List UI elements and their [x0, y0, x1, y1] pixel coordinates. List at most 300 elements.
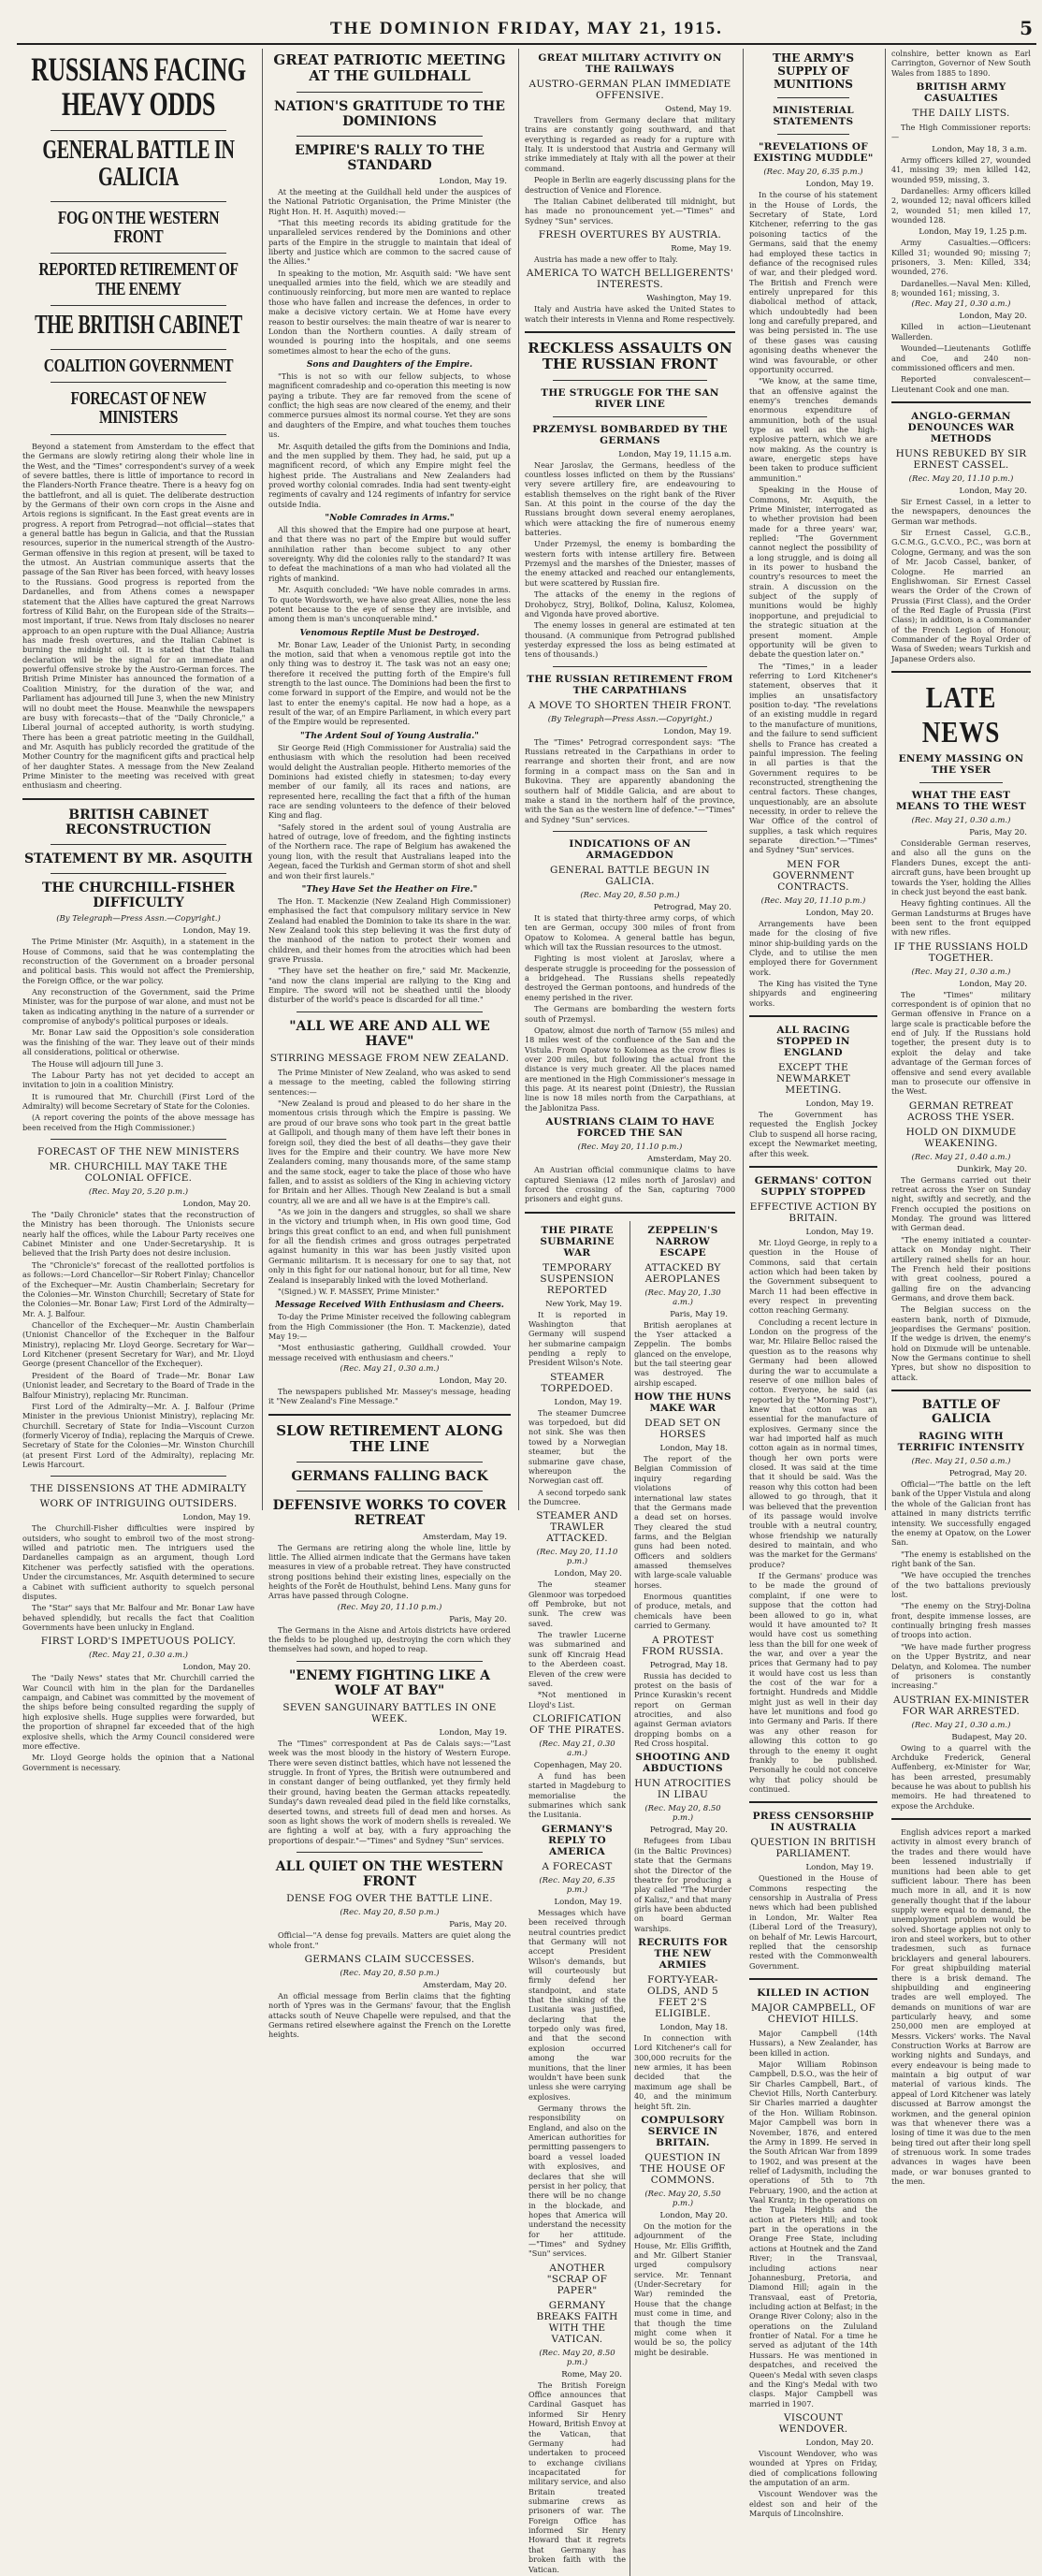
divider [749, 1978, 877, 1980]
article-paragraph: The Germans are retiring along the whole line, little by little. The Allied airmen indicate that the Germans have taken measures in view of a probable retreat. They have constructed strong positions behind their existing lines, especially on the heights of the Forêt de Houthulst, behind Lens. Many guns for Arras have passed through Cologne. [268, 1542, 511, 1601]
divider [51, 844, 226, 845]
headline-censorship: PRESS CENSORSHIP IN AUSTRALIA [752, 1811, 875, 1834]
article-paragraph: On the motion for the adjournment of the House, Mr. Ellis Griffith, and Mr. Gilbert Stanier urged compulsory service. Mr. Tennant (Under-Secretary for War) reminded the House that the change must come in time, and that though the time might come when it would be so, the policy might be desirable. [634, 2220, 731, 2357]
article-paragraph: "New Zealand is proud and pleased to do her share in the momentous crisis through which the Empire is passing. We are proud of our brave sons who took part in the great battle at Gallipoli, and though many of them have left their bones in foreign soil, they died the best of all deaths—they gave their lives for the Empire and their country. We have more New Zealanders coming, many thousands more, of the same stamp and the same stock, eager to take the place of those who have fallen, and to assist as soldiers of the King in achieving victory for Britain and her Allies. Though New Zealand is but a small country, all we are and all we have is at the Empire's call. [268, 1099, 511, 1205]
subheading: "Noble Comrades in Arms." [325, 514, 455, 524]
divider [297, 1462, 483, 1463]
received-line: (Rec. May 20, 11.10 p.m.) [337, 1602, 442, 1612]
dateline: Amsterdam, May 20. [423, 1980, 507, 1990]
dateline: Paris, May 20. [969, 828, 1027, 838]
article-paragraph: Mr. Lloyd George holds the opinion that a National Government is necessary. [22, 1753, 254, 1772]
divider [891, 1818, 1031, 1820]
article-paragraph: The "Times," in a leader referring to Lord Kitchener's statement, observes that it implies an unsatisfactory position to-day. "The revelations of an existing muddle in regard to the manufacture of munitions, and the failure to send sufficient shells to France has created a painful impression. The feeling in all parties is that the Government requires to be reconstructed, strengthening the central factors. These changes, unquestionably, are an absolute necessity, in order to relieve the War Office of the control of supplies, a task which requires separate direction."—"Times" and Sydney "Sun" services. [749, 661, 877, 855]
subheading: Message Received With Enthusiasm and Cheers. [275, 1301, 504, 1311]
page-number: 5 [1020, 17, 1033, 39]
dateline: Paris, May 19. [670, 1309, 728, 1319]
article-paragraph: "We have occupied the trenches of the two battalions previously lost. [891, 1570, 1031, 1600]
received-line: (Rec. May 20, 11.10 p.m.) [760, 895, 866, 906]
article-paragraph: Official—"A dense fog prevails. Matters are quiet along the whole front." [268, 1930, 511, 1950]
article-paragraph: Concluding a recent lecture in London on the progress of the war, Mr. Hilaire Belloc raised the question as to the reasons why Germany had been allowed during the war to accumulate a reserve of one million bales of cotton. Everyone, he said (as reported by the "Morning Post"), knew that cotton was an essential for the manufacture of explosives. Germany since the war had imported half as much cotton again as in normal times, though her own ports were closed. It was said at the time that it should be said. Was the reason why this cotton had been allowed to go through, that it was believed that the prevention of its passage would involve trouble with a neutral country, whose friendship we naturally desired to maintain, and who was the market for the Germans' produce? [749, 1317, 877, 1569]
headline-newmarket: EXCEPT THE NEWMARKET MEETING. [775, 1062, 851, 1097]
dateline: London, May 19. [805, 1227, 874, 1237]
article-paragraph: (A report covering the points of the above message has been received from the High Commissioner.) [22, 1113, 254, 1132]
subheading: "The Ardent Soul of Young Australia." [300, 731, 479, 741]
dateline: London, May 20. [182, 1200, 251, 1210]
article-paragraph: The Prime Minister (Mr. Asquith), in a statement in the House of Commons, said that he was contemplating the reconstruction of the Government on a broader personal and political basis. This would not affect the Premiership, the Foreign Office, or the war policy. [22, 937, 254, 985]
dateline: London, May 19. [182, 1513, 251, 1523]
dateline: London, May 19, 1.25 p.m. [919, 227, 1027, 238]
headline-libau: HUN ATROCITIES IN LIBAU [634, 1778, 731, 1801]
headline-racing: ALL RACING STOPPED IN ENGLAND [776, 1025, 850, 1059]
dateline: Paris, May 20. [449, 1920, 507, 1930]
article-paragraph: The Belgian success on the eastern bank, north of Dixmude, jeopardises the Germans' position. If the wedge is driven, the enemy's hold on Dixmude will be untenable. Now the Germans continue to shell Ypres, but show no disposition to attack. [891, 1304, 1031, 1382]
dateline: Petrograd, May 18. [649, 1660, 728, 1670]
headline-general-battle: GENERAL BATTLE IN GALICIA [42, 136, 235, 192]
headline-armageddon: INDICATIONS OF AN ARMAGEDDON [569, 837, 691, 861]
dateline: London, May 20. [805, 908, 874, 918]
headline-defensive: DEFENSIVE WORKS TO COVER RETREAT [272, 1498, 507, 1529]
article-paragraph: Mr. Asquith detailed the gifts from the Dominions and India, and the men supplied by them. They had, he said, put up a magnificent record, of which any Empire might feel the highest pride. The Australians and New Zealanders had proved worthy colonial comrades. India had sent twenty-eight regiments of cavalry and 124 regiments of infantry for service outside India. [268, 441, 511, 509]
headline-gratitude: NATION'S GRATITUDE TO THE DOMINIONS [274, 98, 505, 129]
dateline: Amsterdam, May 19. [423, 1532, 507, 1542]
article-paragraph: An Austrian official communique claims to have captured Sieniawa (12 miles north of Jaroslav) and forced the crossing of the San, capturing 7000 prisoners and eight guns. [525, 1165, 735, 1204]
article-paragraph: President of the Board of Trade—Mr. Bonar Law (Unionist leader, and Secretary to the Board of Trade in the Balfour Ministry), replacing Mr. Runciman. [22, 1370, 254, 1400]
headline-daily-lists: THE DAILY LISTS. [912, 108, 1010, 120]
headline-coalition: COALITION GOVERNMENT [43, 355, 234, 376]
dateline: London, May 19. [182, 926, 251, 937]
article-paragraph: The "Times" Petrograd correspondent says: "The Russians retreated in the Carpathians in order to rearrange and shorten their front, and are now forming in a compact mass on the San and in Bukovina. They are apparently abandoning the southern half of Middle Galicia, and are about to make a stand in the northern half of the province, with the San as the western line of defence."—"Times" and Sydney "Sun" services. [525, 736, 735, 824]
article-paragraph: Major Campbell (14th Hussars), a New Zealander, has been killed in action. [749, 2028, 877, 2058]
dateline: Petrograd, May 20. [948, 1469, 1027, 1479]
received-line: (Rec. May 21, 0.30 a.m.) [911, 816, 1011, 826]
divider [51, 382, 226, 383]
headline-pirate: THE PIRATE SUBMARINE WAR [540, 1224, 615, 1259]
received-line: (Rec. May 20, 11.10 p.m.) [536, 1548, 618, 1567]
article-paragraph: Sir George Reid (High Commissioner for Australia) said the enthusiasm with which the resolution had been received would delight the Australian people. Hitherto memories of the Dominions had existed chiefly in statesmen; to-day every member of our family, all its races and nations, are represented here, recalling the fact that a fifth of the human race are sending volunteers to the defence of their beloved King and flag. [268, 742, 511, 821]
received-line: (Rec. May 20, 6.35 p.m.) [539, 1875, 615, 1895]
article-paragraph: At the meeting at the Guildhall held under the auspices of the National Patriotic Organisation, the Prime Minister (the Right Hon. H. H. Asquith) moved:— [268, 186, 511, 216]
headline-british-cabinet: THE BRITISH CABINET [35, 311, 242, 341]
divider [297, 92, 483, 93]
article-paragraph: Enormous quantities of produce, metals, and chemicals have been carried to Germany. [634, 1592, 731, 1631]
article-paragraph: To-day the Prime Minister received the following cablegram from the High Commissioner (the Hon. T. Mackenzie), dated May 19:— [268, 1312, 511, 1341]
dateline: Petrograd, May 20. [649, 1826, 728, 1836]
headline-huns-rebuked: HUNS REBUKED BY SIR ERNEST CASSEL. [895, 447, 1027, 471]
headline-east-means-west: WHAT THE EAST MEANS TO THE WEST [896, 790, 1026, 813]
headline-question-house: QUESTION IN THE HOUSE OF COMMONS. [640, 2151, 726, 2186]
divider [553, 831, 707, 832]
divider [777, 134, 849, 135]
article-paragraph: colnshire, better known as Earl Carrington, Governor of New South Wales from 1885 to 1890. [891, 49, 1031, 78]
dateline: London, May 18, 3 a.m. [932, 144, 1027, 154]
article-paragraph: Opatow, almost due north of Tarnow (55 miles) and 18 miles west of the confluence of the San and the Vistula. From Opatow to Kolomea as the crow flies is over 200 miles, but following the actual front the distance is very much greater. All the places named are mentioned in the High Commissioner's message in this page. At its nearest point (Dniestr), the Russian line is now 18 miles north from the Carpathians, at the Jablonitza Pass. [525, 1025, 735, 1113]
article-paragraph: The newspapers published Mr. Massey's message, heading it "New Zealand's Fine Message." [268, 1387, 511, 1406]
headline-stirring-message: STIRRING MESSAGE FROM NEW ZEALAND. [269, 1053, 510, 1065]
divider [51, 130, 226, 131]
article-paragraph: In the course of his statement in the House of Lords, the Secretary of State, Lord Kitchener, referring to the gas poisoning tactics of the Germans, said that the enemy had employed these tactics in defiance of the recognised rules of war, and their pledged word. The British and French were entirely unprepared for this diabolical method of attack, which undoubtedly had been long and carefully prepared, and was being persisted in. The use of these gases was causing agonising deaths whenever the wind was favourable, or other opportunity occurred. [749, 190, 877, 374]
dateline: London, May 20. [182, 1663, 251, 1673]
headline-raging: RAGING WITH TERRIFIC INTENSITY [897, 1431, 1025, 1454]
divider [525, 331, 735, 333]
received-line: (Rec. May 21, 0.30 a.m.) [911, 967, 1011, 977]
article-paragraph: Fighting is most violent at Jaroslav, where a desperate struggle is proceeding for the possession of a bridgehead. The Russians shells repeatedly destroyed the German pontoons, and hundreds of the enemy perished in the river. [525, 953, 735, 1002]
headline-shooting: SHOOTING AND ABDUCTIONS [635, 1752, 731, 1775]
headline-russians: RUSSIANS FACING HEAVY ODDS [31, 51, 246, 123]
article-paragraph: Official—"The battle on the left bank of the Upper Vistula and along the whole of the Galician front has attained in many districts terrific intensity. We successfully engaged the enemy at Opatow, on the Lower San. [891, 1479, 1031, 1548]
dateline: Dunkirk, May 20. [956, 1164, 1027, 1174]
article-paragraph: The "Times" military correspondent is of opinion that no German offensive in France on a large scale is practicable before the end of July. If the Russians hold together, the present duty is to exploit the delay and take advantage of the German forces of offensive and send every available man to prosecute our offensive in the West. [891, 989, 1031, 1097]
divider [749, 1166, 877, 1168]
article-paragraph: Mr. Asquith concluded: "We have noble comrades in arms. To quote Wordsworth, we have also great Allies, none the less potent because to the eye of sense they are invisible, and among them is man's unconquerable mind." [268, 585, 511, 624]
dateline: London, May 20. [959, 312, 1027, 322]
intro-paragraph: Beyond a statement from Amsterdam to the effect that the Germans are slowly retiring along their whole line in the West, and the "Times" correspondent's survey of a week of severe battles, there is little of importance to record in the Flanders-North France theatre. There is a heavy fog on the battlefront, and all is quiet. The deliberate destruction by the Germans of their own corn crops in the Aisne and Artois regions is significant. In the East great events are in progress. A report from Petrograd—not official—states that a general battle has begun in Galicia, and that the Russian resources, superior in the numerical strength of the Austro-German offensive in this region at present, will be taxed to the utmost. An Austrian communique asserts that the passage of the San River has been forced, with heavy losses to the Russians. Good progress is reported from the Dardanelles, and from Athens comes a newspaper statement that the Allies have captured the great Narrows fortress of Kilid Bahr, on the European side of the Straits—most important, if true. News from Italy discloses no nearer approach to an open rupture with the Dual Alliance; Austria has made fresh overtures, and the Italian Cabinet is burning the midnight oil. It is stated that the Italian declaration will be the signal for an immediate and powerful offensive stroke by the Austro-German forces. The British Prime Minister has announced the formation of a Coalition Ministry, for the duration of the war, and Parliament has adjourned till June 3, when the new Ministry will no doubt meet the House. Meanwhile the newspapers are busy with forecasts—that of the "Daily Chronicle," a Liberal journal of accepted authority, is worth studying. There has been a great patriotic meeting in the Guildhall, and Mr. Asquith has publicly recorded the gratitude of the Mother Country for the magnificent gifts and practical help of her daughter States. A message from the New Zealand Prime Minister to the meeting was received with great enthusiasm and cheering. [22, 441, 254, 791]
dateline: London, May 20. [959, 979, 1027, 989]
dateline: Rome, May 20. [561, 2369, 622, 2380]
article-paragraph: Viscount Wendover was the eldest son and heir of the Marquis of Lincolnshire. [749, 2489, 877, 2519]
article-paragraph: First Lord of the Admiralty—Mr. A. J. Balfour (Prime Minister in the previous Unionist Ministry), replacing Mr. Churchill. Secretary of State for India—Viscount Curzon (formerly Viceroy of India), replacing the Marquis of Crewe. Secretary of State for the Colonies—Mr. Winston Churchill (at present First Lord of the Admiralty), replacing Mr. Lewis Harcourt. [22, 1401, 254, 1470]
dateline: Rome, May 19. [671, 243, 731, 254]
headline-churchill-fisher: THE CHURCHILL-FISHER DIFFICULTY [42, 880, 235, 911]
headline-railways: GREAT MILITARY ACTIVITY ON THE RAILWAYS [538, 52, 722, 75]
headline-falling-back: GERMANS FALLING BACK [291, 1469, 488, 1485]
article-paragraph: In connection with Lord Kitchener's call for 300,000 recruits for the new armies, it has been decided that the maximum age shall be 40, and the minimum height 5ft. 2in. [634, 2033, 731, 2111]
article-paragraph: Sir Ernest Cassel, G.C.B., G.C.M.G., G.C.V.O., P.C., was born at Cologne, Germany, and was the son of Mr. Jacob Cassel, banker, of Cologne. He married an Englishwoman. Sir Ernest Cassel wears the Order of the Crown of Prussia (First Class), and the Order of the Red Eagle of Prussia (First Class); in addition, is a Commander of the French Legion of Honour, Commander of the Royal Order of Wasa of Sweden; wears Turkish and Japanese Orders also. [891, 528, 1031, 663]
divider [51, 305, 226, 306]
headline-forty: FORTY-YEAR-OLDS, AND 5 FEET 2'S ELIGIBLE. [646, 1974, 718, 2020]
divider [297, 1661, 483, 1662]
received-line: (Rec. May 21, 0.30 a.m.) [340, 1364, 440, 1375]
article-paragraph: Refugees from Libau (in the Baltic Provinces) state that the Germans shot the Director of the theatre for producing a play called "The Murder of Kalisz," and that many girls have been abducted on board German warships. [634, 1836, 731, 1933]
headline-carpathians: THE RUSSIAN RETIREMENT FROM THE CARPATHIANS [527, 673, 733, 696]
divider [919, 782, 1003, 783]
headline-reckless-assaults: RECKLESS ASSAULTS ON THE RUSSIAN FRONT [528, 340, 732, 373]
dateline: Paris, May 20. [449, 1614, 507, 1624]
article-paragraph: "That this meeting records its abiding gratitude for the unparalleled services rendered by the Dominions and other parts of the Empire in the struggle to maintain that ideal of liberty and justice which are common to the sacred cause of the Allies." [268, 217, 511, 267]
article-paragraph: Army officers killed 27, wounded 41, missing 39; men killed 142, wounded 959, missing, 3. [891, 154, 1031, 184]
headline-ministerial: MINISTERIAL STATEMENTS [773, 105, 854, 128]
headline-recruits: RECRUITS FOR THE NEW ARMIES [638, 1937, 728, 1972]
divider [297, 1852, 483, 1853]
article-paragraph: Italy and Austria have asked the United States to watch their interests in Vienna and Rome respectively. [525, 304, 735, 324]
headline-forecast: FORECAST OF NEW MINISTERS [70, 388, 207, 429]
received-line: (Rec. May 21, 0.30 a.m.) [89, 1651, 188, 1661]
article-paragraph: The Germans are bombarding the western forts south of Przemysl. [525, 1004, 735, 1024]
subheading: Sons and Daughters of the Empire. [306, 359, 473, 370]
article-paragraph: Dardanelles.—Naval Men: Killed, 8; wounded 161; missing, 3. [891, 278, 1031, 298]
headline-battle-begun: GENERAL BATTLE BEGUN IN GALICIA. [550, 864, 710, 887]
headline-seven-battles: SEVEN SANGUINARY BATTLES IN ONE WEEK. [282, 1702, 497, 1725]
article-paragraph: The Germans carried out their retreat across the Yser on Sunday night, swiftly and secretly, and the French occupied the positions on Monday. The ground was littered with German dead. [891, 1174, 1031, 1233]
received-line: (Rec. May 20, 5.50 p.m.) [644, 2189, 721, 2208]
dateline: London, May 20. [659, 2210, 728, 2220]
subheading: "They Have Set the Heather on Fire." [301, 884, 478, 895]
article-paragraph: Austria has made a new offer to Italy. [534, 254, 678, 264]
article-paragraph: "As we join in the dangers and struggles, so shall we share in the victory and triumph when, in His own good time, God brings this great conflict to an end, and when full punishment for all the fiendish crimes and gross outrages perpetrated against humanity in this war has been justly visited upon Germanic militarism. It is necessary for one to say that, not only in this fight for our national honour, but for all time, New Zealand is inseparably linked with the loved Motherland. [268, 1207, 511, 1285]
headline-major-campbell: MAJOR CAMPBELL, OF CHEVIOT HILLS. [750, 2001, 876, 2025]
article-paragraph: The trawler Lucerne was submarined and sunk off Kincraig Head to the Aberdeen coast. Eleven of the crew were saved. [528, 1630, 626, 1688]
received-line: (Rec. May 20, 5.20 p.m.) [88, 1187, 189, 1198]
column-4 [743, 49, 883, 2519]
headline-reported-retirement: REPORTED RETIREMENT OF THE ENEMY [38, 259, 239, 299]
divider [891, 671, 1031, 673]
received-line: (Rec. May 20, 8.50 p.m.) [340, 1968, 440, 1978]
received-line: (Rec. May 20, 8.50 p.m.) [340, 1908, 440, 1918]
article-paragraph: English advices report a marked activity in almost every branch of the trades and there would have been lessened industrially if munitions had been able to get sufficient labour. There has been much more in all, and it is now generally thought that if the labour supply were equal to demand, the unemployment problem would be solved. Shortage applies not only to iron and steel workers, but to other tradesmen, such as furnace bricklayers and general labourers. For great shipbuilding material there is a brisk demand. The shipbuilding and engineering trades are well employed. The demands on munitions of war are particularly heavy, and some 250,000 men are employed at Messrs. Vickers' works. The Naval Construction Works at Barrow are working nights and Sundays, and every endeavour is being made to maintain a big output of war material of various kinds. The appeal of Lord Kitchener was lately discussed at Barrow amongst the workmen, and the general opinion was that whenever there was a losing of time it was due to the men being tired out after their long spell of strenuous work. In some trades advances in wages have been made, or war bonuses granted to the men. [891, 1827, 1031, 2187]
headline-dead-set: DEAD SET ON HORSES [644, 1418, 721, 1441]
subheading: Venomous Reptile Must be Destroyed. [299, 628, 480, 638]
article-paragraph: It is reported in Washington that Germany will suspend her submarine campaign pending a reply to President Wilson's Note. [528, 1309, 626, 1368]
dateline: London, May 19. [663, 726, 731, 736]
article-paragraph: People in Berlin are eagerly discussing plans for the destruction of Venice and Florence. [525, 175, 735, 195]
headline-przemysl: PRZEMYSL BOMBARDED BY THE GERMANS [532, 423, 728, 446]
headline-all-quiet: ALL QUIET ON THE WESTERN FRONT [275, 1858, 504, 1890]
sub-column-left [525, 1221, 630, 2576]
article-paragraph: The King has visited the Tyne shipyards and engineering works. [749, 978, 877, 1008]
headline-america-watch: AMERICA TO WATCH BELLIGERENTS' INTERESTS. [526, 268, 734, 291]
article-paragraph: The "Star" says that Mr. Balfour and Mr. Bonar Law have behaved splendidly, but recalls the fact that Coalition Governments have been unlucky in England. [22, 1603, 254, 1632]
divider [51, 434, 226, 435]
headline-fog: FOG ON THE WESTERN FRONT [57, 207, 220, 247]
headline-men-contracts: MEN FOR GOVERNMENT CONTRACTS. [773, 858, 854, 893]
headline-late-news: LATE NEWS [921, 680, 1001, 750]
headline-german-retreat: GERMAN RETREAT ACROSS THE YSER. [907, 1099, 1015, 1123]
headline-a-forecast: A FORECAST [542, 1860, 613, 1872]
dateline: London, May 19, 11.15 a.m. [618, 449, 731, 459]
headline-zeppelin: ZEPPELIN'S NARROW ESCAPE [647, 1224, 718, 1259]
headline-rally: EMPIRE'S RALLY TO THE STANDARD [295, 142, 485, 173]
headline-forecast-ministers: FORECAST OF THE NEW MINISTERS [37, 1146, 239, 1158]
headline-aeroplanes: ATTACKED BY AEROPLANES [644, 1261, 721, 1285]
article-paragraph: Under Przemysl, the enemy is bombarding the western forts with intense artillery fire. Between Przemysl and the marshes of the Dniester, masses of the enemy attacked and reached our entanglements, but were scattered by Russian fire. [525, 539, 735, 588]
received-line: (Rec. May 20, 11.10 p.m.) [577, 1142, 683, 1153]
dateline: London, May 20. [439, 1376, 507, 1387]
dateline: Budapest, May 20. [951, 1732, 1027, 1742]
credit-line: (By Telegraph—Press Assn.—Copyright.) [56, 914, 221, 924]
headline-enemy-massing: ENEMY MASSING ON THE YSER [898, 753, 1024, 777]
headline-forced-san: AUSTRIANS CLAIM TO HAVE FORCED THE SAN [545, 1116, 715, 1140]
article-paragraph: The Hon. T. Mackenzie (New Zealand High Commissioner) emphasised the fact that compulsory military service in New Zealand had enabled the Dominion to take its share in the war. New Zealand took this step believing it was the first duty of the manhood of the nation to protect their women and children, and their homes from the atrocities which had been grave Prussia. [268, 895, 512, 965]
headline-guildhall: GREAT PATRIOTIC MEETING AT THE GUILDHALL [273, 51, 506, 85]
headline-trawler: STEAMER AND TRAWLER ATTACKED. [536, 1510, 618, 1545]
divider [51, 1476, 226, 1477]
dateline: London, May 19. [554, 1397, 622, 1407]
headline-clarification: CLORIFICATION OF THE PIRATES. [529, 1713, 625, 1736]
dateline: Amsterdam, May 20. [647, 1155, 731, 1165]
article-paragraph: It is rumoured that Mr. Churchill (First Lord of the Admiralty) will become Secretary of State for the Colonies. [22, 1091, 254, 1111]
received-line: (Rec. May 20, 8.50 p.m.) [539, 2348, 615, 2367]
headline-scrap-of-paper: ANOTHER "SCRAP OF PAPER" [546, 2262, 608, 2296]
article-paragraph: The report of the Belgian Commission of inquiry regarding violations of international law states that the Germans made a dead set on horses. They cleared the stud farms, and the Belgian guns had been noted. Officers and soldiers amassed themselves with large-scale valuable horses. [634, 1454, 731, 1590]
article-paragraph: The attacks of the enemy in the regions of Drohobycz, Stryj, Bolikof, Dolina, Kalusz, Kolomea, and Vigonda have proved abortive. [525, 589, 735, 619]
headline-wendover: VISCOUNT WENDOVER. [778, 2411, 848, 2435]
two-column-block [525, 1221, 735, 2576]
headline-effective-action: EFFECTIVE ACTION BY BRITAIN. [749, 1201, 877, 1224]
dateline: Copenhagen, May 20. [533, 1761, 622, 1770]
article-paragraph: Reported convalescent—Lieutenant Cook and one man. [891, 374, 1031, 394]
divider [749, 1801, 877, 1803]
dateline: London, May 19. [554, 1897, 622, 1907]
article-paragraph: Russia has decided to protest on the basis of Prince Kuraskin's recent report on German atrocities, and also against German aviators dropping bombs on a Red Cross hospital. [634, 1670, 731, 1749]
article-paragraph: Army Casualties.—Officers: Killed 31; wounded 90; missing 7; prisoners, 3. Men: Killed, 334; wounded, 276. [891, 238, 1031, 277]
dateline: London, May 19. [439, 176, 507, 186]
headline-intriguing: WORK OF INTRIGUING OUTSIDERS. [39, 1498, 238, 1510]
headline-impetuous: FIRST LORD'S IMPETUOUS POLICY. [40, 1636, 237, 1648]
article-paragraph: Killed in action—Lieutenant Wallerden. [891, 322, 1031, 342]
divider [297, 1011, 483, 1012]
article-paragraph: "They have set the heather on fire," said Mr. Mackenzie, "and now the clans imperial are rallying to the King and Empire. The sword will not be sheathed until the bloody disturber of the world's peace is discarded for all time." [268, 966, 511, 1005]
headline-wolf: "ENEMY FIGHTING LIKE A WOLF AT BAY" [288, 1667, 491, 1698]
headline-huns-war: HOW THE HUNS MAKE WAR [634, 1391, 731, 1415]
article-paragraph: Major William Robinson Campbell, D.S.O., was the heir of Sir Charles Campbell, Bart., of Cheviot Hills, North Canterbury. Sir Charles married a daughter of the Hon. William Robinson. Major Campbell was born in November, 1876, and entered the Army in 1899. He served in the South African War from 1899 to 1902, and was present at the relief of Ladysmith, including the operations of 5th to 7th February, 1900, and the action at Vaal Krantz; in the operations on the Tugela Heights and the action at Pieters Hill; and took part in the operations in the Orange Free State, including actions at Houtnek and the Zand River; in the Transvaal, including actions near Johannesburg, Pretoria, and Diamond Hill; again in the Transvaal, east of Pretoria, including action at Belfast; in the Orange River Colony; also in the operations on the Zululand frontier of Natal. For a time he served as adjutant of the 14th Hussars. He was mentioned in despatches, and received the Queen's Medal with seven clasps and the King's Medal with two clasps. Major Campbell was married in 1907. [749, 2059, 877, 2409]
headline-anglo-german: ANGLO-GERMAN DENOUNCES WAR METHODS [907, 410, 1015, 444]
headline-statement: STATEMENT BY MR. ASQUITH [23, 851, 253, 866]
article-paragraph: Sir Ernest Cassel, in a letter to the newspapers, denounces the German war methods. [891, 496, 1031, 526]
column-5 [885, 49, 1036, 2187]
headline-cotton: GERMANS' COTTON SUPPLY STOPPED [754, 1174, 873, 1198]
article-paragraph: The Churchill-Fisher difficulties were inspired by outsiders, who sought to embroil two of the most strong-willed and patriotic men. The intriguers used the Dardanelles campaign as an argument, though Lord Kitchener was perfectly satisfied with the operations. Under the circumstances, Mr. Asquith determined to secure a Cabinet with sufficient authority to squelch personal disputes. [22, 1523, 254, 1601]
article-paragraph: "We know, at the same time, that an offensive against the enemy's trenches demands enormous expenditure of ammunition, both of the usual type as well as the high-explosive pattern, which we are now making. As the country is aware, energetic steps have been taken to produce sufficient ammunition." [749, 376, 877, 483]
dateline: London, May 20. [805, 2438, 874, 2448]
divider [51, 253, 226, 254]
credit-line: (By Telegraph—Press Assn.—Copyright.) [547, 714, 713, 724]
article-paragraph: "This is not so with our fellow subjects, to whose magnificent comradeship and co-operation this meeting is now paying a tribute. They are far removed from the scene of conflict; the high seas are now cleared of the enemy, and their commerce pursues almost its normal course. Yet they are sons and daughters of the Empire, and what touches them touches us. [268, 371, 511, 440]
article-paragraph: Viscount Wendover, who was wounded at Ypres on Friday, died of complications following the amputation of an arm. [749, 2448, 877, 2488]
headline-reconstruction: BRITISH CABINET RECONSTRUCTION [65, 807, 211, 837]
article-paragraph: The "Daily Chronicle" states that the reconstruction of the Ministry has been thorough. The Unionists secure nearly half the offices, while the Labour Party receives one Cabinet Minister and one Under-Secretaryship. It is believed that the Irish Party does not desire inclusion. [22, 1210, 254, 1259]
article-paragraph: Germany throws the responsibility on England, and also on the American authorities for permitting passengers to board a vessel loaded with explosives, and declares that she will persist in her policy, that there will be no change in the blockade, and hopes that America will understand the necessity for her attitude.—"Times" and Sydney "Sun" services. [528, 2103, 626, 2259]
article-paragraph: "Safely stored in the ardent soul of young Australia are hatred of outrage, love of freedom, and the fighting instincts of the Northern race. The rape of Belgium has awakened the young lion, with the result that Australians leaped into the Aegean, faced the Turkish and German storm of shot and shell and won their first laurels." [268, 822, 511, 880]
headline-dissensions: THE DISSENSIONS AT THE ADMIRALTY [30, 1483, 247, 1495]
dateline: London, May 20. [554, 1569, 622, 1579]
received-line: (Rec. May 21, 0.30 a.m.) [539, 1739, 615, 1758]
article-paragraph: It is stated that thirty-three army corps, of which ten are German, occupy 300 miles of front from Opatow to Kolomea. A general battle has begun, which will tax the Russian resources to the utmost. [525, 912, 735, 953]
headline-shorten-front: A MOVE TO SHORTEN THEIR FRONT. [528, 699, 732, 711]
article-paragraph: Questioned in the House of Commons respecting the censorship in Australia of Press news which had been published in London, Mr. Walter Rea (Liberal Lord of the Treasury), on behalf of Mr. Lewis Harcourt, replied that the censorship rested with the Commonwealth Government. [749, 1873, 877, 1971]
divider [51, 873, 226, 874]
headline-battle-galicia: BATTLE OF GALICIA [921, 1398, 1001, 1427]
dateline: London, May 19. [439, 1728, 507, 1738]
headline-killed: KILLED IN ACTION [757, 1987, 870, 1999]
divider [525, 1212, 735, 1214]
received-line: (Rec. May 21, 0.50 a.m.) [911, 1457, 1011, 1467]
article-paragraph: The House will adjourn till June 3. [32, 1058, 164, 1069]
article-paragraph: Mr. Bonar Law said the Opposition's sole consideration was the finishing of the war. They leave out of their minds all considerations, political or otherwise. [22, 1027, 254, 1057]
received-line: (Rec. May 20, 8.50 p.m.) [644, 1804, 721, 1824]
divider [553, 416, 707, 417]
article-paragraph: The steamer Dumcree was torpedoed, but did not sink. She was then towed by a Norwegian steamer, but the submarine gave chase, whereupon the Norwegian cast off. [528, 1407, 626, 1486]
headline-slow-retirement: SLOW RETIREMENT ALONG THE LINE [276, 1421, 503, 1456]
received-line: (Rec. May 20, 11.10 p.m.) [908, 473, 1014, 484]
article-paragraph: The British Foreign Office announces that Cardinal Gasquet has informed Sir Henry Howard, British Envoy at the Vatican, that Germany had undertaken to proceed to exchange civilians incapacitated for military service, and also Britain treated submarine crews as prisoners of war. The Foreign Office has informed Sir Henry Howard that it regrets that Germany has broken faith with the Vatican. [528, 2380, 626, 2574]
headline-churchill-colonial: MR. CHURCHILL MAY TAKE THE COLONIAL OFFICE. [49, 1161, 228, 1185]
received-line: (Rec. May 21, 0.40 a.m.) [911, 1152, 1011, 1162]
article-paragraph: Arrangements have been made for the closing of five minor ship-building yards on the Clyde, and to utilise the men employed there for Government work. [749, 918, 877, 977]
headline-germans-claim: GERMANS CLAIM SUCCESSES. [304, 1953, 475, 1965]
article-paragraph: A second torpedo sank the Dumcree. [528, 1487, 626, 1506]
sub-column-right [630, 1221, 735, 2576]
headline-steamer-torpedoed: STEAMER TORPEDOED. [541, 1371, 614, 1394]
article-paragraph: Dardanelles: Army officers killed 2, wounded 12; naval officers killed 2, wounded 51; men killed 17, wounded 128. [891, 185, 1031, 225]
headline-san-river: THE STRUGGLE FOR THE SAN RIVER LINE [541, 386, 719, 410]
divider [553, 666, 707, 667]
received-line: (Rec. May 21, 0.30 a.m.) [911, 299, 1011, 310]
dateline: London, May 19. [805, 1863, 874, 1873]
headline-immediate-offensive: AUSTRO-GERMAN PLAN IMMEDIATE OFFENSIVE. [528, 79, 731, 101]
article-paragraph: Mr. Lloyd George, in reply to a question in the House of Commons, said that certain action which had been taken by the Government subsequent to March 11 had been effective in every respect in preventing cotton reaching Germany. [749, 1237, 877, 1316]
dateline: New York, May 19. [545, 1299, 622, 1309]
article-paragraph: Heavy fighting continues. All the German Landsturms at Bruges have been sent to the front equipped with new rifles. [891, 898, 1031, 938]
article-paragraph: Any reconstruction of the Government, said the Prime Minister, was for the purpose of war alone, and must not be taken as indicating anything in the nature of a surrender or compromise of anybody's political purposes or ideals. [22, 987, 254, 1026]
divider [51, 201, 226, 202]
article-paragraph: Travellers from Germany declare that military trains are constantly going southward, and that everything is regarded as ready for a rupture with Italy. It is understood that Austria and Germany will strike immediately at Italy with all the power at their command. [525, 115, 735, 173]
masthead [17, 7, 1036, 45]
article-paragraph: All this showed that the Empire had one purpose at heart, and that there was no part of the Empire but would suffer annihilation rather than become subject to any other sovereignty. Why did the colonies rally to the standard? It was to defeat the machinations of a man who had violated all the rights of mankind. [268, 525, 511, 583]
column-3 [518, 49, 741, 2574]
dateline: London, May 20. [959, 486, 1027, 496]
article-paragraph: Speaking in the House of Commons, Mr. Asquith, the Prime Minister, interrogated as to whether provision had been made for a three years' war, replied: "The Government cannot neglect the possibility of a long struggle, and is doing all in its power to husband the country's resources to meet the strain. A discussion on the subject of the supply of munitions would be highly inopportune, and prejudicial to the strategic situation at the present moment. Ample opportunity will be given to debate the question later on." [749, 485, 877, 660]
article-paragraph: The "Daily News" states that Mr. Churchill carried the War Council with him in the plan for the Dardanelles campaign, and Cabinet was committed by the movement of the ships before being consulted regarding the supply of high explosive shells. Huge supplies were forwarded, but the proportion of shrapnel far exceeded that of the high explosive shells, which the Army Council considered were more effective. [22, 1673, 254, 1751]
headline-if-russians-hold: IF THE RUSSIANS HOLD TOGETHER. [893, 940, 1029, 964]
headline-dixmude: HOLD ON DIXMUDE WEAKENING. [905, 1126, 1017, 1149]
signature-line: "(Signed.) W. F. MASSEY, Prime Minister." [278, 1286, 440, 1296]
dateline: Ostend, May 19. [665, 105, 731, 114]
dateline: London, May 18. [659, 2023, 728, 2033]
headline-protest: A PROTEST FROM RUSSIA. [642, 1634, 724, 1657]
dateline: London, May 19. [805, 180, 874, 190]
dateline: London, May 18. [659, 1444, 728, 1454]
divider [749, 1015, 877, 1017]
article-paragraph: Messages which have been received through neutral countries predict that Germany will not accept President Wilson's demands, but will courteously but firmly defend her standpoint, and state that the sinking of the Lusitania was justified, declaring that the torpedo only was fired, and that the second explosion occurred among the war munitions, that the liner wouldn't have been sunk unless she were carrying explosives. [528, 1907, 626, 2102]
headline-casualties: BRITISH ARMY CASUALTIES [916, 81, 1006, 105]
received-line: (Rec. May 20, 1.30 a.m.) [644, 1288, 721, 1307]
article-paragraph: "The enemy on the Stryj-Dolina front, despite immense losses, are continually bringing fresh masses of troops into action. [891, 1601, 1031, 1640]
headline-fresh-overtures: FRESH OVERTURES BY AUSTRIA. [538, 228, 722, 240]
dateline: Petrograd, May 20. [653, 902, 731, 912]
headline-dense-fog: DENSE FOG OVER THE BATTLE LINE. [286, 1893, 493, 1905]
divider [297, 136, 483, 137]
article-paragraph: The Government has requested the English Jockey Club to suspend all horse racing, except the Newmarket meeting, after this week. [749, 1110, 877, 1158]
article-paragraph: *Not mentioned in Lloyd's List. [528, 1690, 626, 1710]
received-line: (Rec. May 20, 6.35 p.m.) [763, 167, 863, 178]
dateline: Washington, May 19. [646, 294, 731, 304]
column-2 [262, 49, 516, 2040]
article-paragraph: "Most enthusiastic gathering, Guildhall crowded. Your message received with enthusiasm and cheers." [268, 1343, 511, 1362]
article-paragraph: An official message from Berlin claims that the fighting north of Ypres was in the Germans' favour, that the English attacks south of Neuve Chapelle were repulsed, and that the Germans retired elsewhere against the French on the Lorette heights. [268, 1990, 511, 2040]
article-paragraph: Mr. Bonar Law, Leader of the Unionist Party, in seconding the motion, said that when a venomous reptile got into the only thing was to destroy it. The task was not an easy one; therefore it received the putting forth of the Empire's full strength to the last ounce. The Dominions had been the first to come forward in support of the Empire, and would not be the last to enter the enemy's capital. He now had a hope, as a result of the war, of an Empire Parliament, in which every part of the Empire would be represented. [268, 639, 511, 727]
divider [297, 1491, 483, 1492]
article-paragraph: "The enemy is established on the right bank of the San. [891, 1549, 1031, 1568]
divider [51, 1139, 226, 1140]
divider [22, 798, 254, 800]
headline-all-we-are: "ALL WE ARE AND ALL WE HAVE" [289, 1018, 490, 1049]
article-paragraph: Wounded—Lieutenants Gotliffe and Coe, and 240 non-commissioned officers and men. [891, 343, 1031, 372]
headline-temporary: TEMPORARY SUSPENSION REPORTED [540, 1261, 615, 1296]
article-paragraph: The Italian Cabinet deliberated till midnight, but has made no pronouncement yet.—"Times" and Sydney "Sun" services. [525, 196, 735, 226]
headline-reply-america: GERMANY'S REPLY TO AMERICA [541, 1823, 614, 1857]
article-paragraph: The "Times" correspondent at Pas de Calais says:—"Last week was the most bloody in the history of Western Europe. There were seven distinct battles, which have not lessened the struggle. In front of Ypres, the British were outnumbered and in constant danger of being outflanked, yet they firmly held their ground, having beaten the German attacks repeatedly. Sunday's dawn revealed dead piled in the field like cornstalks, deserted towns, and streets full of dead men and horses. As soon as light shows the work of modern shells is revealed. We are fighting a wolf at bay, with a fury approaching the proportions of despair."—"Times" and Sydney "Sun" services. [268, 1739, 511, 1845]
masthead-title: THE DOMINION FRIDAY, MAY 21, 1915. [330, 19, 723, 38]
divider [891, 401, 1031, 403]
article-paragraph: Considerable German reserves, and also all the guns on the Flanders Dunes, except the anti-aircraft guns, have been brought up towards the Yser, holding the Allies in check just beyond the east bank. [891, 838, 1031, 896]
article-paragraph: The "Chronicle's" forecast of the reallotted portfolios is as follows:—Lord Chancellor—Sir Robert Finlay; Chancellor of the Exchequer—Mr. Austin Chamberlain; Secretary for the Colonies—Mr. Winston Churchill; Secretary of State for the Colonies—Mr. Bonar Law; First Lord of the Admiralty—Mr. A. J. Balfour. [22, 1259, 254, 1318]
headline-question-parliament: QUESTION IN BRITISH PARLIAMENT. [750, 1837, 876, 1860]
headline-revelations: "REVELATIONS OF EXISTING MUDDLE" [753, 141, 874, 165]
article-paragraph: In speaking to the motion, Mr. Asquith said: "We have sent unequalled armies into the field, which we are steadily and continuously reinforcing, but more men are wanted to replace those who have fallen and increase the defences, in order to make a decisive victory certain. We at Home have every reason to bestir ourselves: the main theatre of war is nearer to London than the Northern counties. A daily stream of wounded is pouring into the hospitals, and one seems sometimes almost to hear the echo of the guns. [268, 268, 511, 356]
column-1 [17, 49, 260, 1772]
article-paragraph: The enemy losses in general are estimated at ten thousand. (A communique from Petrograd published yesterday expressed the loss as being estimated at tens of thousands.) [525, 620, 735, 660]
divider [268, 1414, 511, 1416]
divider [51, 349, 226, 350]
